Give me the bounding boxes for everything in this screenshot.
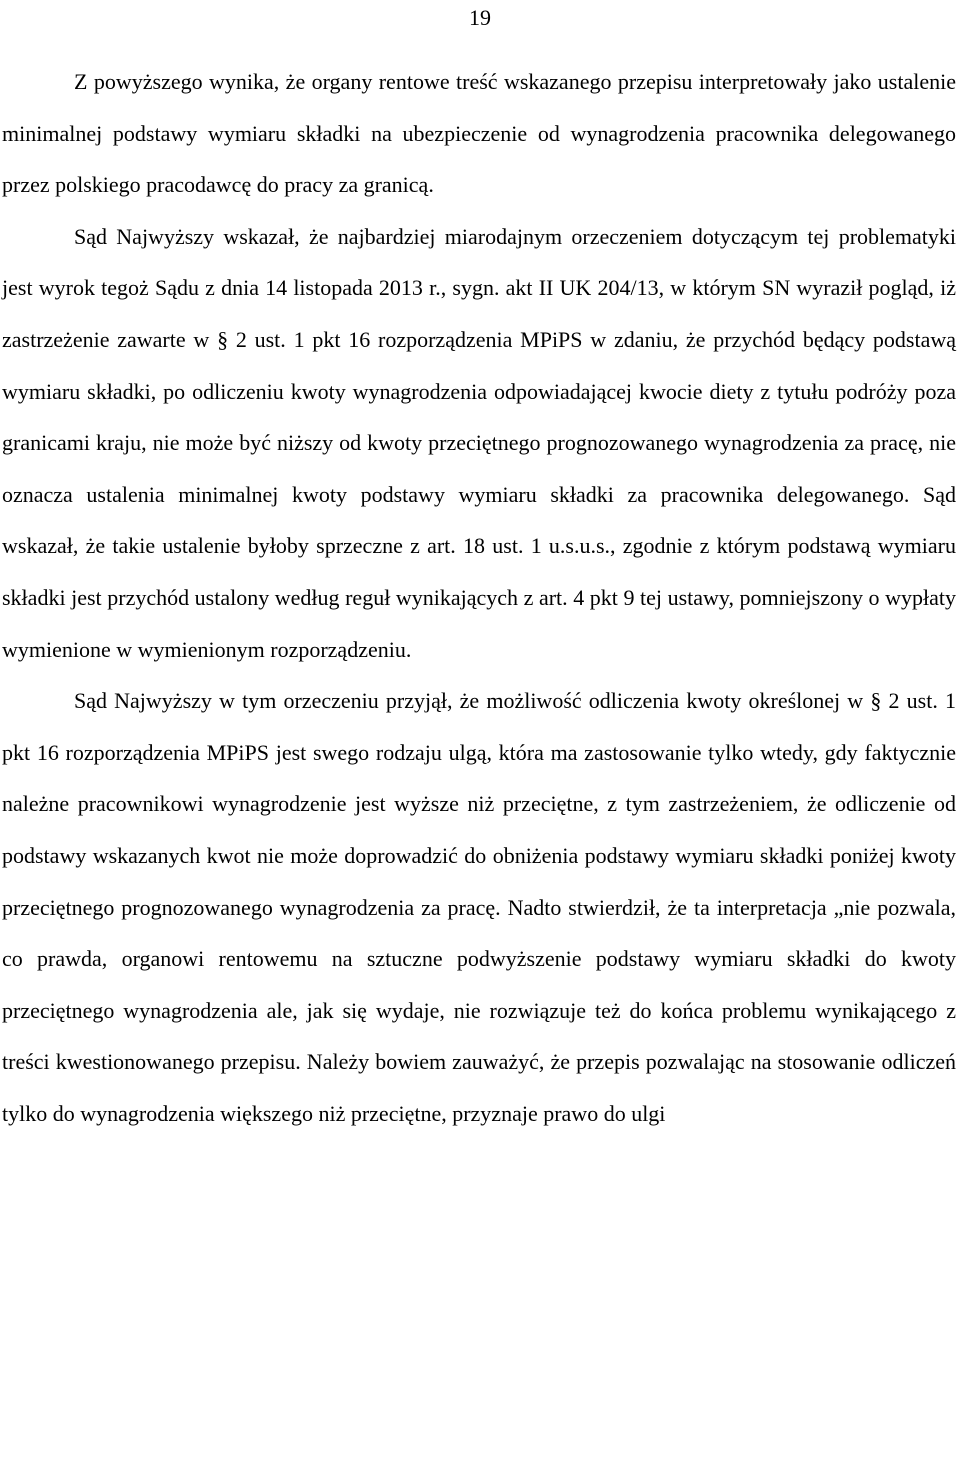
paragraph-1: Z powyższego wynika, że organy rentowe treść wskazanego przepisu interpretowały jako ustalenie minimalnej podstawy wymiaru składki na ubezpieczenie od wynagrodzenia pracownika delegowanego przez polskiego pracodawcę do pracy za granicą. [2,69,956,198]
body-text [2,56,956,1139]
paragraph-3: Sąd Najwyższy w tym orzeczeniu przyjął, że możliwość odliczenia kwoty określonej w § 2 ust. 1 pkt 16 rozporządzenia MPiPS jest swego rodzaju ulgą, która ma zastosowanie tylko wtedy, gdy faktycznie należne pracownikowi wynagrodzenie jest wyższe niż przeciętne, z tym zastrzeżeniem, że odliczenie od podstawy wskazanych kwot nie może doprowadzić do obniżenia podstawy wymiaru składki poniżej kwoty przeciętnego prognozowanego wynagrodzenia za pracę. Nadto stwierdził, że ta interpretacja „nie pozwala, co prawda, organowi rentowemu na sztuczne podwyższenie podstawy wymiaru składki do kwoty przeciętnego wynagrodzenia ale, jak się wydaje, nie rozwiązuje też do końca problemu wynikającego z treści kwestionowanego przepisu. Należy bowiem zauważyć, że przepis pozwalając na stosowanie odliczeń tylko do wynagrodzenia większego niż przeciętne, przyznaje prawo do ulgi [2,688,956,1126]
paragraph-2: Sąd Najwyższy wskazał, że najbardziej miarodajnym orzeczeniem dotyczącym tej problematyki jest wyrok tegoż Sądu z dnia 14 listopada 2013 r., sygn. akt II UK 204/13, w którym SN wyraził pogląd, iż zastrzeżenie zawarte w § 2 ust. 1 pkt 16 rozporządzenia MPiPS w zdaniu, że przychód będący podstawą wymiaru składki, po odliczeniu kwoty wynagrodzenia odpowiadającej kwocie diety z tytułu podróży poza granicami kraju, nie może być niższy od kwoty przeciętnego prognozowanego wynagrodzenia za pracę, nie oznacza ustalenia minimalnej kwoty podstawy wymiaru składki za pracownika delegowanego. Sąd wskazał, że takie ustalenie byłoby sprzeczne z art. 18 ust. 1 u.s.u.s., zgodnie z którym podstawą wymiaru składki jest przychód ustalony według reguł wynikających z art. 4 pkt 9 tej ustawy, pomniejszony o wypłaty wymienione w wymienionym rozporządzeniu. [2,223,956,662]
page-number: 19 [469,5,491,30]
